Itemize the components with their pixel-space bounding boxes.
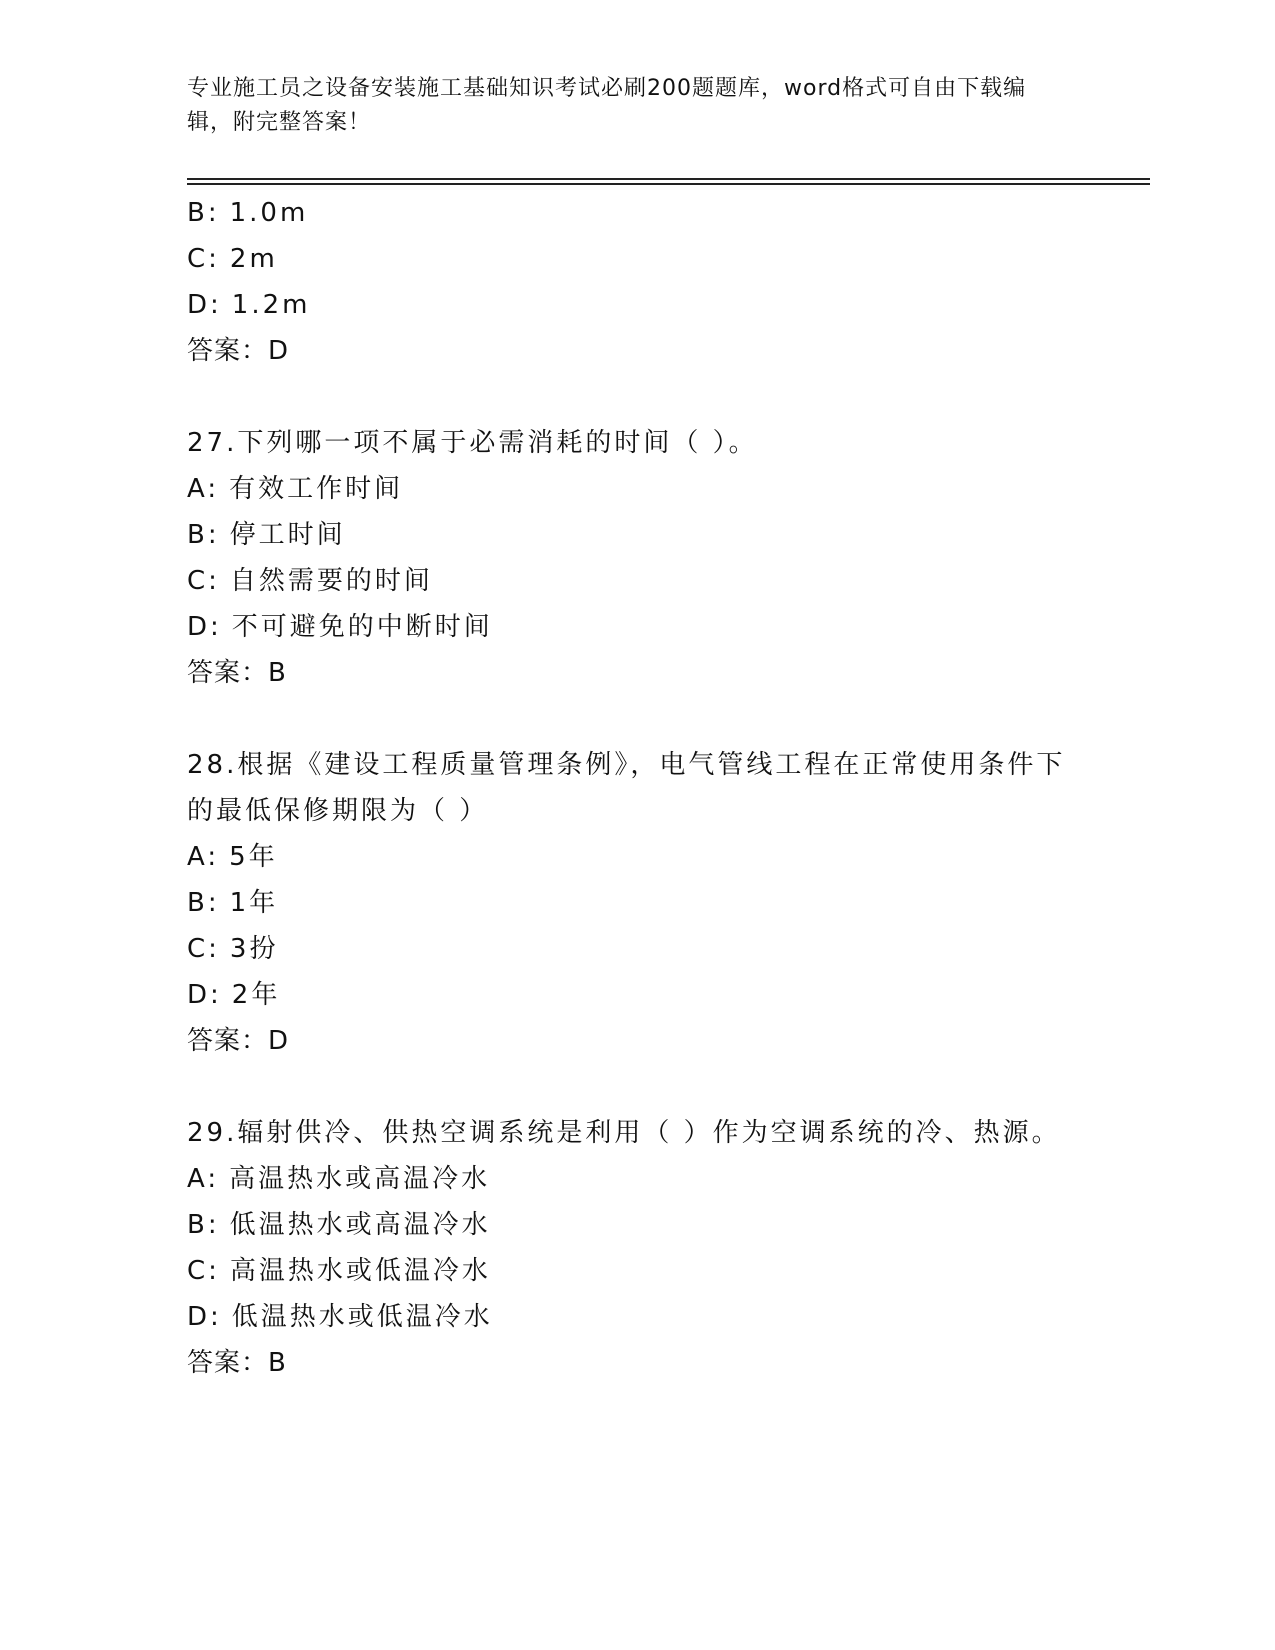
option-text: 2年 xyxy=(231,980,281,1010)
answer-line: 答案：B xyxy=(187,1348,287,1378)
option-a xyxy=(187,834,1067,880)
option-letter: B: xyxy=(187,520,220,550)
option-a xyxy=(187,1156,1067,1202)
option-text: 5年 xyxy=(229,842,278,872)
option-text: 停工时间 xyxy=(229,520,346,550)
option-b xyxy=(187,190,1067,236)
option-letter: D: xyxy=(187,290,222,320)
option-text: 不可避免的中断时间 xyxy=(231,612,493,642)
option-c xyxy=(187,1248,1067,1294)
option-c xyxy=(187,926,1067,972)
option-a xyxy=(187,466,1067,512)
option-letter: D: xyxy=(187,1302,222,1332)
option-d xyxy=(187,1294,1067,1340)
option-text: 3扮 xyxy=(229,934,279,964)
question-text: 29.辐射供冷、供热空调系统是利用（ ）作为空调系统的冷、热源。 xyxy=(187,1118,1061,1148)
option-text: 低温热水或高温冷水 xyxy=(229,1210,491,1240)
option-c xyxy=(187,236,1067,282)
option-text: 1.0m xyxy=(229,198,309,228)
answer-line: 答案：B xyxy=(187,658,287,688)
option-letter: B: xyxy=(187,1210,220,1240)
option-text: 高温热水或高温冷水 xyxy=(229,1164,491,1194)
option-text: 2m xyxy=(229,244,278,274)
option-letter: C: xyxy=(187,566,220,596)
option-text: 高温热水或低温冷水 xyxy=(229,1256,491,1286)
option-letter: C: xyxy=(187,244,220,274)
option-b xyxy=(187,512,1067,558)
question-27 xyxy=(187,420,1067,696)
option-text: 有效工作时间 xyxy=(229,474,404,504)
option-letter: C: xyxy=(187,1256,220,1286)
header-rule-top xyxy=(187,178,1150,180)
option-letter: D: xyxy=(187,980,222,1010)
question-list xyxy=(187,190,1067,1386)
answer-line: 答案：D xyxy=(187,1026,290,1056)
option-letter: A: xyxy=(187,1164,220,1194)
option-d xyxy=(187,282,1067,328)
option-text: 1年 xyxy=(229,888,279,918)
option-b xyxy=(187,880,1067,926)
question-text: 27.下列哪一项不属于必需消耗的时间（ ）。 xyxy=(187,428,758,458)
option-letter: A: xyxy=(187,842,220,872)
question-29 xyxy=(187,1110,1067,1386)
option-text: 自然需要的时间 xyxy=(229,566,433,596)
question-28 xyxy=(187,742,1067,1064)
option-letter: B: xyxy=(187,198,220,228)
question-text: 28.根据《建设工程质量管理条例》，电气管线工程在正常使用条件下的最低保修期限为（ ） xyxy=(187,750,1066,826)
option-text: 低温热水或低温冷水 xyxy=(231,1302,493,1332)
option-d xyxy=(187,972,1067,1018)
option-letter: C: xyxy=(187,934,220,964)
document-header: 专业施工员之设备安装施工基础知识考试必刷200题题库，word格式可自由下载编辑，附完整答案！ xyxy=(187,76,1027,135)
answer-line: 答案：D xyxy=(187,336,290,366)
option-letter: B: xyxy=(187,888,220,918)
option-letter: D: xyxy=(187,612,222,642)
option-text: 1.2m xyxy=(231,290,311,320)
option-b xyxy=(187,1202,1067,1248)
option-d xyxy=(187,604,1067,650)
option-letter: A: xyxy=(187,474,220,504)
header-rule-bottom xyxy=(187,183,1150,185)
option-c xyxy=(187,558,1067,604)
partial-question xyxy=(187,190,1067,374)
